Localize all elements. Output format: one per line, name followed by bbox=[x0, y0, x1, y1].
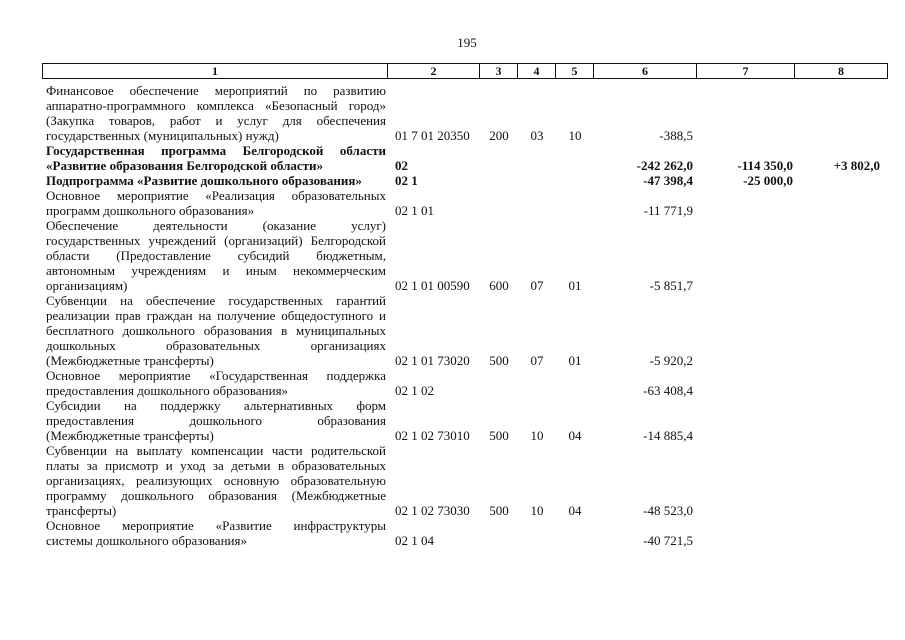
section-cell: 07 bbox=[530, 353, 544, 368]
item-name-line: Подпрограмма «Развитие дошкольного образования» bbox=[46, 173, 362, 188]
item-name-line: аппаратно-программного комплекса «Безопасный город» bbox=[46, 98, 386, 113]
amount-col6-cell: -47 398,4 bbox=[643, 173, 693, 188]
item-name-line: трансферты) bbox=[46, 503, 117, 518]
item-name-line: платы за присмотр и уход за детьми в образовательных bbox=[46, 458, 386, 473]
item-name-line: Обеспечение деятельности (оказание услуг) bbox=[46, 218, 386, 233]
item-name-line: Основное мероприятие «Развитие инфраструктуры bbox=[46, 518, 386, 533]
item-name-line: предоставления дошкольного образования» bbox=[46, 383, 289, 398]
section-cell: 07 bbox=[530, 278, 544, 293]
expense-type-cell: 500 bbox=[489, 353, 509, 368]
item-name-line: Государственная программа Белгородской области bbox=[46, 143, 386, 158]
amount-col7-cell: -114 350,0 bbox=[737, 158, 793, 173]
target-code-cell: 02 1 01 73020 bbox=[395, 353, 470, 368]
table-row bbox=[42, 143, 888, 173]
amount-col6-cell: -388,5 bbox=[659, 128, 693, 143]
table-body bbox=[42, 83, 888, 548]
item-name-cell bbox=[42, 173, 388, 188]
target-code-cell: 02 1 04 bbox=[395, 533, 434, 548]
table-row bbox=[42, 83, 888, 143]
item-name-line: «Развитие образования Белгородской области» bbox=[46, 158, 324, 173]
item-name-line: дошкольных образовательных организациях bbox=[46, 338, 386, 353]
item-name-line: программ дошкольного образования» bbox=[46, 203, 255, 218]
item-name-line: предоставления дошкольного образования bbox=[46, 413, 386, 428]
amount-col7-cell: -25 000,0 bbox=[743, 173, 793, 188]
expense-type-cell: 500 bbox=[489, 428, 509, 443]
amount-col6-cell: -40 721,5 bbox=[643, 533, 693, 548]
section-cell: 10 bbox=[530, 503, 544, 518]
target-code-cell: 02 1 01 00590 bbox=[395, 278, 470, 293]
item-name-cell bbox=[42, 398, 388, 443]
amount-col6-cell: -5 851,7 bbox=[649, 278, 693, 293]
header-col-7: 7 bbox=[697, 64, 795, 78]
subsection-cell: 01 bbox=[568, 278, 582, 293]
item-name-line: Основное мероприятие «Реализация образовательных bbox=[46, 188, 386, 203]
table-row bbox=[42, 173, 888, 188]
expense-type-cell: 200 bbox=[489, 128, 509, 143]
table-row bbox=[42, 218, 888, 293]
table-row bbox=[42, 518, 888, 548]
header-col-1: 1 bbox=[43, 64, 388, 78]
expense-type-cell: 600 bbox=[489, 278, 509, 293]
amount-col6-cell: -14 885,4 bbox=[643, 428, 693, 443]
item-name-line: организациям) bbox=[46, 278, 128, 293]
item-name-line: программу дошкольного образования (Межбюджетные bbox=[46, 488, 386, 503]
item-name-line: (Межбюджетные трансферты) bbox=[46, 353, 214, 368]
item-name-cell bbox=[42, 443, 388, 518]
item-name-line: бесплатного дошкольного образования в муниципальных bbox=[46, 323, 386, 338]
item-name-line: области (Предоставление субсидий бюджетным, bbox=[46, 248, 386, 263]
item-name-cell bbox=[42, 518, 388, 548]
item-name-line: реализации прав граждан на получение общедоступного и bbox=[46, 308, 386, 323]
subsection-cell: 04 bbox=[568, 503, 582, 518]
item-name-line: государственных (муниципальных) нужд) bbox=[46, 128, 279, 143]
expense-type-cell: 500 bbox=[489, 503, 509, 518]
amount-col6-cell: -63 408,4 bbox=[643, 383, 693, 398]
table-row bbox=[42, 293, 888, 368]
header-col-3: 3 bbox=[480, 64, 518, 78]
amount-col6-cell: -5 920,2 bbox=[649, 353, 693, 368]
table-header-row bbox=[42, 63, 888, 79]
item-name-line: Субсидии на поддержку альтернативных форм bbox=[46, 398, 386, 413]
target-code-cell: 02 1 bbox=[395, 173, 418, 188]
target-code-cell: 02 1 02 bbox=[395, 383, 434, 398]
item-name-cell bbox=[42, 368, 388, 398]
item-name-line: Субвенции на обеспечение государственных гарантий bbox=[46, 293, 386, 308]
subsection-cell: 04 bbox=[568, 428, 582, 443]
item-name-line: Субвенции на выплату компенсации части родительской bbox=[46, 443, 386, 458]
item-name-line: Финансовое обеспечение мероприятий по развитию bbox=[46, 83, 386, 98]
page-number: 195 bbox=[457, 35, 477, 50]
item-name-line: (Межбюджетные трансферты) bbox=[46, 428, 214, 443]
item-name-line: автономным учреждениям и иным некоммерческим bbox=[46, 263, 386, 278]
table-row bbox=[42, 188, 888, 218]
item-name-cell bbox=[42, 143, 388, 173]
item-name-line: организациях, реализующих основную образовательную bbox=[46, 473, 386, 488]
header-col-6: 6 bbox=[594, 64, 697, 78]
header-col-2: 2 bbox=[388, 64, 480, 78]
table-row bbox=[42, 443, 888, 518]
target-code-cell: 02 bbox=[395, 158, 408, 173]
item-name-line: государственных учреждений (организаций) Белгородской bbox=[46, 233, 386, 248]
table-row bbox=[42, 368, 888, 398]
target-code-cell: 02 1 01 bbox=[395, 203, 434, 218]
table-row bbox=[42, 398, 888, 443]
item-name-cell bbox=[42, 83, 388, 143]
item-name-cell bbox=[42, 293, 388, 368]
section-cell: 10 bbox=[530, 428, 544, 443]
item-name-line: системы дошкольного образования» bbox=[46, 533, 247, 548]
target-code-cell: 01 7 01 20350 bbox=[395, 128, 470, 143]
amount-col6-cell: -48 523,0 bbox=[643, 503, 693, 518]
section-cell: 03 bbox=[530, 128, 544, 143]
target-code-cell: 02 1 02 73010 bbox=[395, 428, 470, 443]
header-col-8: 8 bbox=[838, 64, 844, 78]
subsection-cell: 01 bbox=[568, 353, 582, 368]
header-col-5: 5 bbox=[556, 64, 594, 78]
target-code-cell: 02 1 02 73030 bbox=[395, 503, 470, 518]
header-col-4: 4 bbox=[518, 64, 556, 78]
item-name-cell bbox=[42, 218, 388, 293]
item-name-line: Основное мероприятие «Государственная поддержка bbox=[46, 368, 386, 383]
amount-col6-cell: -11 771,9 bbox=[643, 203, 693, 218]
amount-col6-cell: -242 262,0 bbox=[636, 158, 693, 173]
item-name-line: (Закупка товаров, работ и услуг для обеспечения bbox=[46, 113, 386, 128]
amount-col8-cell: +3 802,0 bbox=[833, 158, 880, 173]
subsection-cell: 10 bbox=[568, 128, 582, 143]
item-name-cell bbox=[42, 188, 388, 218]
